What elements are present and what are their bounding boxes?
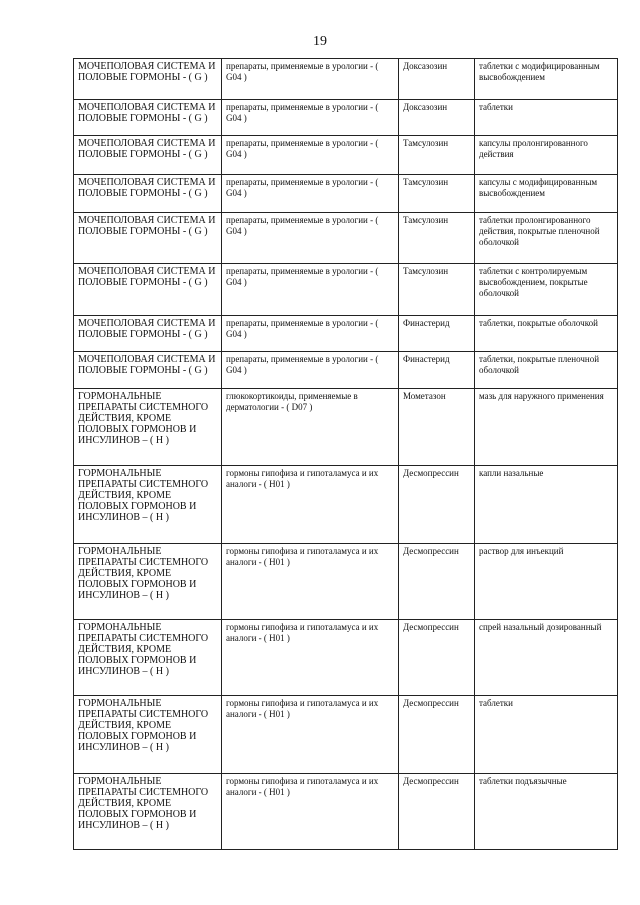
cell-group: ГОРМОНАЛЬНЫЕ ПРЕПАРАТЫ СИСТЕМНОГО ДЕЙСТВИЯ, КРОМЕ ПОЛОВЫХ ГОРМОНОВ И ИНСУЛИНОВ – ( H ): [74, 620, 222, 696]
cell-drug: Десмопрессин: [399, 696, 475, 774]
cell-group: ГОРМОНАЛЬНЫЕ ПРЕПАРАТЫ СИСТЕМНОГО ДЕЙСТВИЯ, КРОМЕ ПОЛОВЫХ ГОРМОНОВ И ИНСУЛИНОВ – ( H ): [74, 544, 222, 620]
table-row: [74, 696, 618, 774]
cell-form: таблетки: [475, 100, 618, 136]
cell-form: капсулы с модифицированным высвобождением: [475, 175, 618, 213]
cell-group: ГОРМОНАЛЬНЫЕ ПРЕПАРАТЫ СИСТЕМНОГО ДЕЙСТВИЯ, КРОМЕ ПОЛОВЫХ ГОРМОНОВ И ИНСУЛИНОВ – ( H ): [74, 696, 222, 774]
cell-subgroup: препараты, применяемые в урологии - ( G04 ): [222, 100, 399, 136]
cell-drug: Финастерид: [399, 352, 475, 389]
cell-drug: Тамсулозин: [399, 136, 475, 175]
table-row: [74, 774, 618, 850]
cell-subgroup: гормоны гипофиза и гипоталамуса и их аналоги - ( H01 ): [222, 696, 399, 774]
cell-subgroup: гормоны гипофиза и гипоталамуса и их аналоги - ( H01 ): [222, 620, 399, 696]
drug-table: [73, 58, 618, 850]
table-row: [74, 544, 618, 620]
cell-form: спрей назальный дозированный: [475, 620, 618, 696]
cell-subgroup: препараты, применяемые в урологии - ( G04 ): [222, 352, 399, 389]
cell-subgroup: препараты, применяемые в урологии - ( G04 ): [222, 316, 399, 352]
cell-form: таблетки с модифицированным высвобождением: [475, 59, 618, 100]
cell-form: таблетки: [475, 696, 618, 774]
cell-subgroup: препараты, применяемые в урологии - ( G04 ): [222, 264, 399, 316]
cell-form: таблетки подъязычные: [475, 774, 618, 850]
cell-group: ГОРМОНАЛЬНЫЕ ПРЕПАРАТЫ СИСТЕМНОГО ДЕЙСТВИЯ, КРОМЕ ПОЛОВЫХ ГОРМОНОВ И ИНСУЛИНОВ – ( H ): [74, 389, 222, 466]
cell-form: мазь для наружного применения: [475, 389, 618, 466]
cell-drug: Мометазон: [399, 389, 475, 466]
cell-form: таблетки с контролируемым высвобождением, покрытые оболочкой: [475, 264, 618, 316]
cell-group: МОЧЕПОЛОВАЯ СИСТЕМА И ПОЛОВЫЕ ГОРМОНЫ - ( G ): [74, 136, 222, 175]
cell-form: таблетки пролонгированного действия, покрытые пленочной оболочкой: [475, 213, 618, 264]
table-row: [74, 352, 618, 389]
table-row: [74, 213, 618, 264]
table-row: [74, 466, 618, 544]
cell-drug: Финастерид: [399, 316, 475, 352]
cell-group: ГОРМОНАЛЬНЫЕ ПРЕПАРАТЫ СИСТЕМНОГО ДЕЙСТВИЯ, КРОМЕ ПОЛОВЫХ ГОРМОНОВ И ИНСУЛИНОВ – ( H ): [74, 466, 222, 544]
cell-subgroup: препараты, применяемые в урологии - ( G04 ): [222, 213, 399, 264]
cell-group: МОЧЕПОЛОВАЯ СИСТЕМА И ПОЛОВЫЕ ГОРМОНЫ - ( G ): [74, 352, 222, 389]
cell-drug: Доксазозин: [399, 100, 475, 136]
table-row: [74, 175, 618, 213]
table-row: [74, 389, 618, 466]
cell-subgroup: гормоны гипофиза и гипоталамуса и их аналоги - ( H01 ): [222, 544, 399, 620]
cell-subgroup: гормоны гипофиза и гипоталамуса и их аналоги - ( H01 ): [222, 774, 399, 850]
cell-subgroup: препараты, применяемые в урологии - ( G04 ): [222, 59, 399, 100]
page-number: 19: [313, 34, 327, 49]
cell-drug: Десмопрессин: [399, 466, 475, 544]
cell-drug: Десмопрессин: [399, 620, 475, 696]
cell-group: МОЧЕПОЛОВАЯ СИСТЕМА И ПОЛОВЫЕ ГОРМОНЫ - ( G ): [74, 213, 222, 264]
cell-form: таблетки, покрытые оболочкой: [475, 316, 618, 352]
cell-group: МОЧЕПОЛОВАЯ СИСТЕМА И ПОЛОВЫЕ ГОРМОНЫ - ( G ): [74, 316, 222, 352]
cell-group: ГОРМОНАЛЬНЫЕ ПРЕПАРАТЫ СИСТЕМНОГО ДЕЙСТВИЯ, КРОМЕ ПОЛОВЫХ ГОРМОНОВ И ИНСУЛИНОВ – ( H ): [74, 774, 222, 850]
table-row: [74, 59, 618, 100]
table-row: [74, 100, 618, 136]
cell-form: капли назальные: [475, 466, 618, 544]
cell-drug: Тамсулозин: [399, 175, 475, 213]
cell-subgroup: глюкокортикоиды, применяемые в дерматологии - ( D07 ): [222, 389, 399, 466]
cell-form: капсулы пролонгированного действия: [475, 136, 618, 175]
cell-drug: Тамсулозин: [399, 213, 475, 264]
cell-drug: Доксазозин: [399, 59, 475, 100]
cell-group: МОЧЕПОЛОВАЯ СИСТЕМА И ПОЛОВЫЕ ГОРМОНЫ - ( G ): [74, 264, 222, 316]
cell-group: МОЧЕПОЛОВАЯ СИСТЕМА И ПОЛОВЫЕ ГОРМОНЫ - ( G ): [74, 100, 222, 136]
table-row: [74, 316, 618, 352]
cell-subgroup: препараты, применяемые в урологии - ( G04 ): [222, 136, 399, 175]
cell-form: раствор для инъекций: [475, 544, 618, 620]
cell-drug: Тамсулозин: [399, 264, 475, 316]
cell-drug: Десмопрессин: [399, 544, 475, 620]
cell-subgroup: препараты, применяемые в урологии - ( G04 ): [222, 175, 399, 213]
cell-group: МОЧЕПОЛОВАЯ СИСТЕМА И ПОЛОВЫЕ ГОРМОНЫ - ( G ): [74, 59, 222, 100]
cell-form: таблетки, покрытые пленочной оболочкой: [475, 352, 618, 389]
table-row: [74, 264, 618, 316]
cell-subgroup: гормоны гипофиза и гипоталамуса и их аналоги - ( H01 ): [222, 466, 399, 544]
table-row: [74, 620, 618, 696]
cell-group: МОЧЕПОЛОВАЯ СИСТЕМА И ПОЛОВЫЕ ГОРМОНЫ - ( G ): [74, 175, 222, 213]
cell-drug: Десмопрессин: [399, 774, 475, 850]
table-row: [74, 136, 618, 175]
